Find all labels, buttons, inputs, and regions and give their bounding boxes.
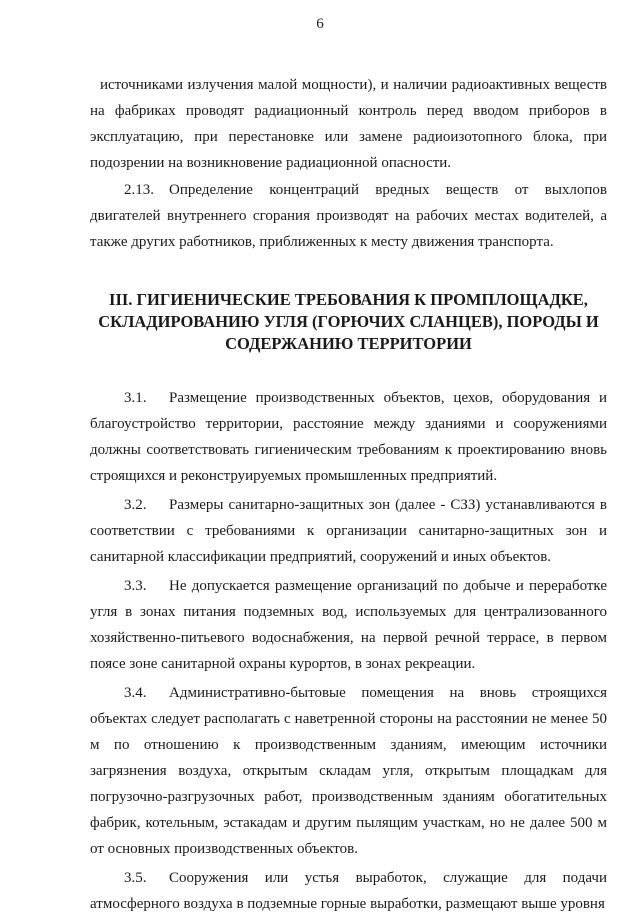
page-number: 6 (316, 16, 324, 32)
paragraph-3-3 (90, 573, 607, 677)
heading-line-2: СКЛАДИРОВАНИЮ УГЛЯ (ГОРЮЧИХ СЛАНЦЕВ), ПОРОДЫ И (98, 312, 599, 331)
paragraph-text: Не допускается размещение организаций по добыче и переработке угля в зонах питания подземных вод, используемых для централизованного хозяйственно-питьевого водоснабжения, на первой речной террасе, в первом поясе зоне санитарной охраны курортов, в зонах рекреации. (90, 578, 607, 672)
document-body (90, 72, 607, 917)
paragraph-continued: источниками излучения малой мощности), и наличии радиоактивных веществ на фабриках проводят радиационный контроль перед вводом приборов в эксплуатацию, при перестановке или замене радиоизотопного блока, при подозрении на возникновение радиационной опасности. (90, 77, 607, 171)
paragraph-number: 3.4. (124, 685, 147, 701)
paragraph-text: Размещение производственных объектов, цехов, оборудования и благоустройство территории, расстояние между зданиями и сооружениями должны соответствовать гигиеническим требованиям к проектированию вновь строящихся и реконструируемых промышленных предприятий. (90, 390, 607, 484)
paragraph-number: 3.2. (124, 497, 147, 513)
paragraph-number: 3.1. (124, 390, 147, 406)
paragraph-number: 3.5. (124, 870, 147, 886)
paragraph-text: Сооружения или устья выработок, служащие для подачи атмосферного воздуха в подземные горные выработки, размещают выше уровня (90, 870, 607, 912)
paragraph-text: Размеры санитарно-защитных зон (далее - СЗЗ) устанавливаются в соответствии с требованиями к организации санитарно-защитных зон и санитарной классификации предприятий, сооружений и иных объектов. (90, 497, 607, 565)
heading-line-1: III. ГИГИЕНИЧЕСКИЕ ТРЕБОВАНИЯ К ПРОМПЛОЩАДКЕ, (109, 290, 588, 309)
paragraph-text: Административно-бытовые помещения на вновь строящихся объектах следует располагать с наветренной стороны на расстоянии не менее 50 м по отношению к производственным зданиям, имеющим источники загрязнения воздуха, открытым складам угля, открытым площадкам для погрузочно-разгрузочных работ, производственным зданиям обогатительных фабрик, котельным, эстакадам и другим пылящим участкам, но не далее 500 м от основных производственных объектов. (90, 685, 607, 857)
paragraph-2-13 (90, 177, 607, 255)
paragraph-number: 2.13. (124, 182, 154, 198)
paragraph-3-2 (90, 492, 607, 570)
paragraph-3-1 (90, 385, 607, 489)
section-heading (90, 289, 607, 355)
heading-line-3: СОДЕРЖАНИЮ ТЕРРИТОРИИ (225, 334, 472, 353)
paragraph-3-4 (90, 680, 607, 862)
paragraph-3-5 (90, 865, 607, 917)
paragraph-text: Определение концентраций вредных веществ от выхлопов двигателей внутреннего сгорания производят на рабочих местах водителей, а также других работников, приближенных к месту движения транспорта. (90, 182, 607, 250)
paragraph-number: 3.3. (124, 578, 147, 594)
